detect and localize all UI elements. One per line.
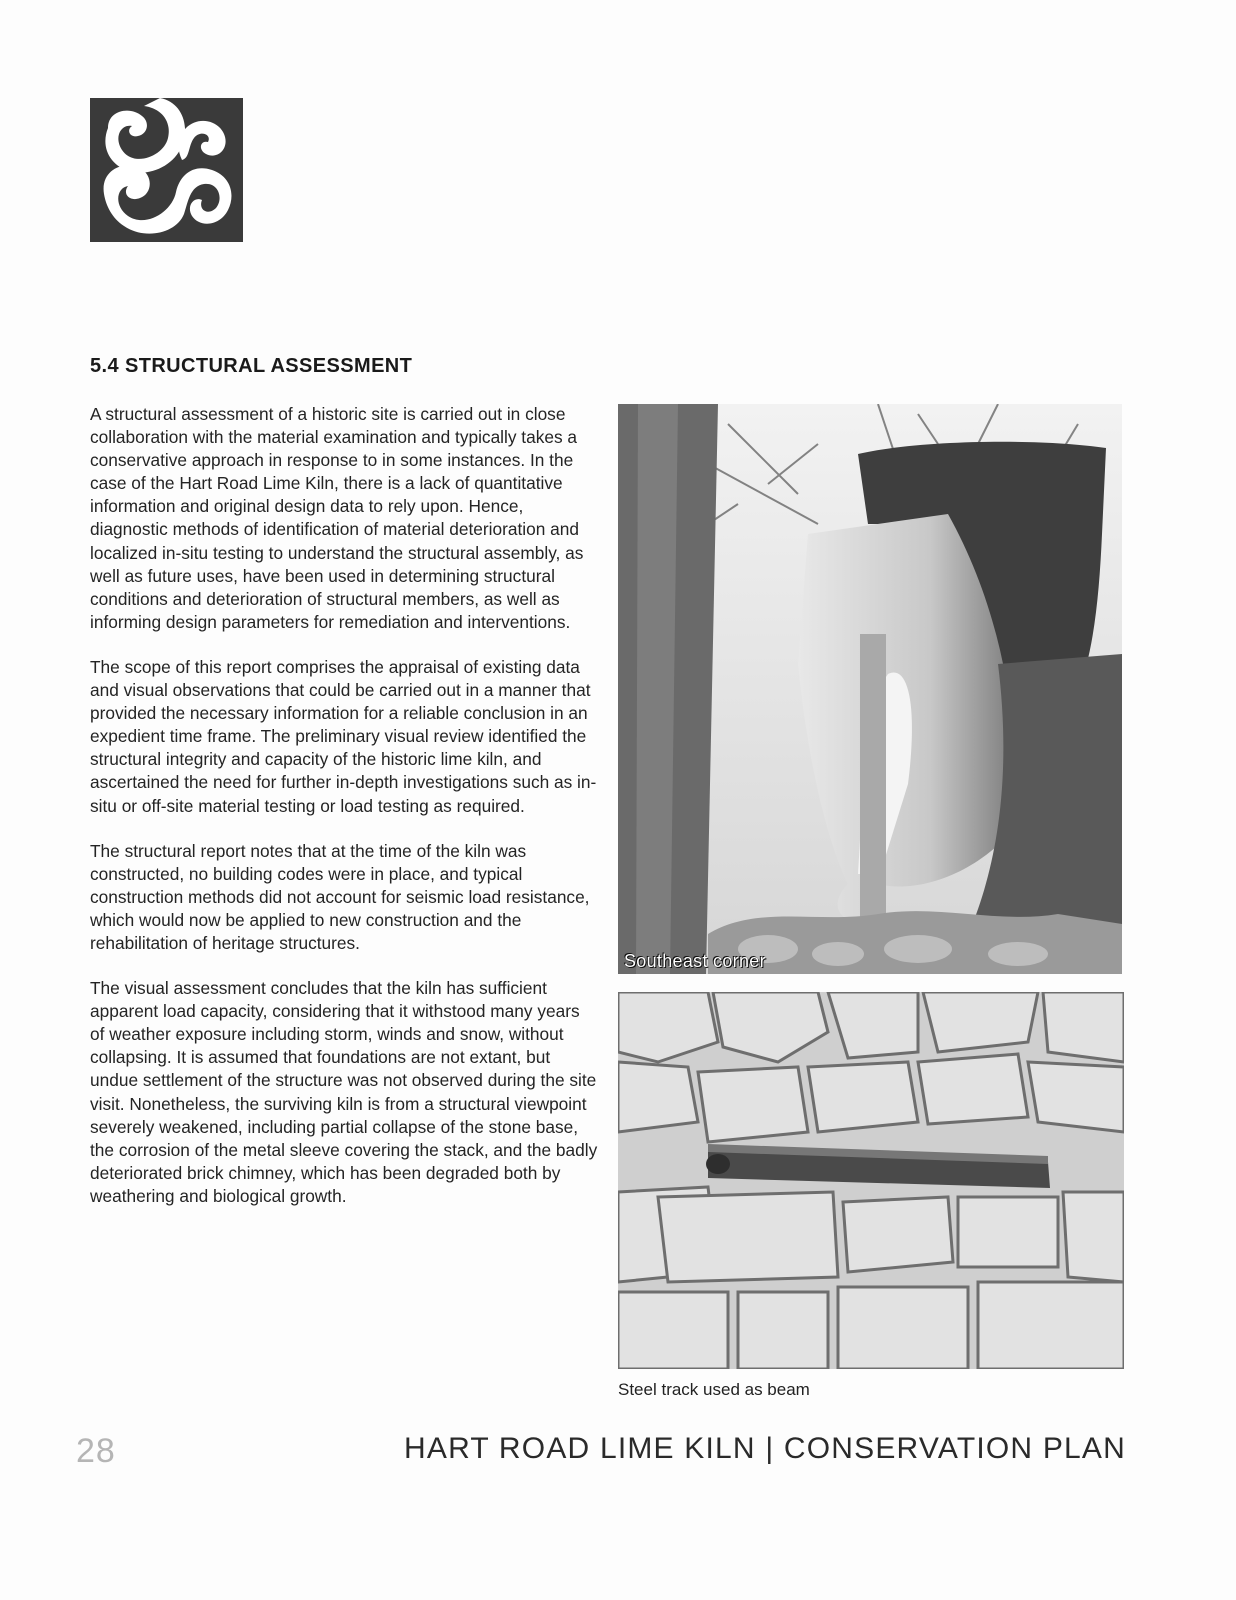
paragraph: A structural assessment of a historic site is carried out in close collaboration with the material examination and typically takes a conservative approach in response to in some instances. In the case of the Hart Road Lime Kiln, there is a lack of quantitative information and original design data to rely upon. Hence, diagnostic methods of identification of material deterioration and localized in-situ testing to understand the structural assembly, as well as future uses, have been used in determining structural conditions and deterioration of structural members, as well as informing design parameters for remediation and interventions. [90, 404, 584, 632]
ornament-logo-icon [90, 98, 243, 242]
running-footer-title: HART ROAD LIME KILN | CONSERVATION PLAN [404, 1432, 1126, 1465]
photo-caption: Steel track used as beam [618, 1380, 810, 1399]
paragraph: The visual assessment concludes that the kiln has sufficient apparent load capacity, considering that it withstood many years of weather exposure including storm, winds and snow, without collapsing. It is assumed that foundations are not extant, but undue settlement of the structure was not observed during the site visit. Nonetheless, the surviving kiln is from a structural viewpoint severely weakened, including partial collapse of the stone base, the corrosion of the metal sleeve covering the stack, and the badly deteriorated brick chimney, which has been degraded both by weathering and biological growth. [90, 978, 598, 1206]
photo-southeast-corner [618, 404, 1122, 974]
page-number: 28 [76, 1432, 116, 1470]
photo-overlay-caption: Southeast corner [624, 951, 766, 971]
paragraph: The structural report notes that at the time of the kiln was constructed, no building codes were in place, and typical construction methods did not account for seismic load resistance, which would now be applied to new construction and the rehabilitation of heritage structures. [90, 840, 590, 953]
photo-steel-track-beam [618, 992, 1124, 1369]
body-text-column [90, 403, 598, 1230]
stone-wall-photo-icon [618, 992, 1124, 1369]
kiln-stack-photo-icon [618, 404, 1122, 974]
section-title: 5.4 STRUCTURAL ASSESSMENT [90, 355, 413, 377]
paragraph: The scope of this report comprises the appraisal of existing data and visual observations that could be carried out in a manner that provided the necessary information for a reliable conclusion in an expedient time frame. The preliminary visual review identified the structural integrity and capacity of the historic lime kiln, and ascertained the need for further in-depth investigations such as in-situ or off-site material testing or load testing as required. [90, 656, 597, 816]
publisher-logo [90, 98, 243, 242]
